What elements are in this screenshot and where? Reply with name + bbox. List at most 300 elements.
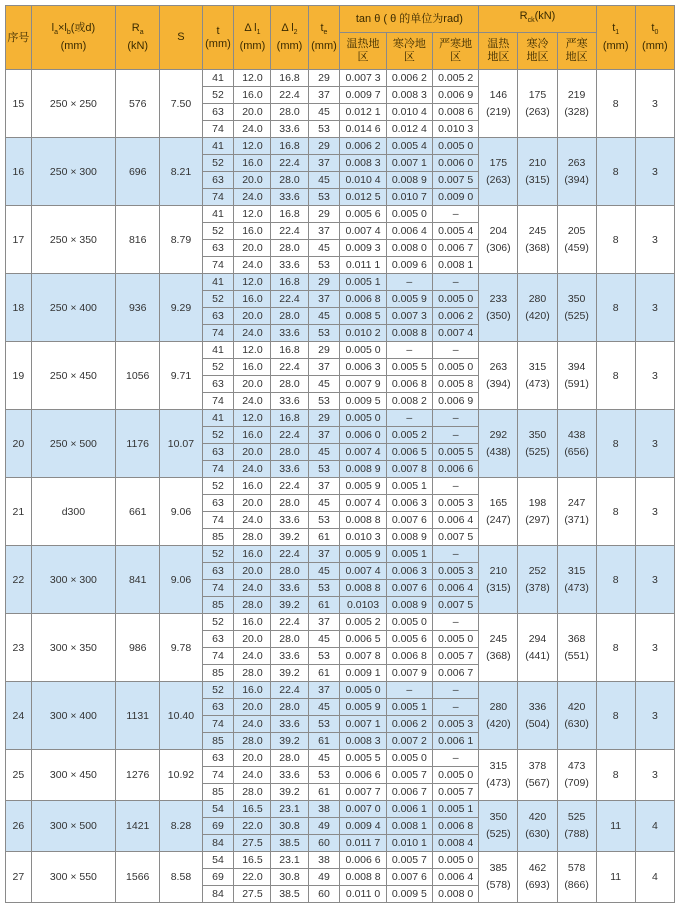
- cell-tan-cold: 0.007 3: [386, 308, 432, 325]
- cell-tan-warm: 0.007 1: [340, 716, 386, 733]
- cell-rck-cold: 294 (441): [518, 614, 557, 682]
- cell-rck-warm: 245 (368): [479, 614, 518, 682]
- table-row: [6, 138, 675, 155]
- header-dl2: Δ $l_2$ (mm): [271, 6, 308, 70]
- cell-tan-severe: 0.005 7: [433, 648, 479, 665]
- cell-ra: 696: [116, 138, 160, 206]
- cell-delta-l2: 33.6: [271, 648, 308, 665]
- cell-t: 52: [202, 359, 234, 376]
- cell-tan-warm: 0.009 3: [340, 240, 386, 257]
- cell-delta-l2: 22.4: [271, 614, 308, 631]
- cell-delta-l2: 28.0: [271, 104, 308, 121]
- cell-tan-severe: 0.005 0: [433, 767, 479, 784]
- cell-delta-l2: 16.8: [271, 410, 308, 427]
- cell-delta-l2: 33.6: [271, 121, 308, 138]
- cell-delta-l2: 28.0: [271, 308, 308, 325]
- cell-tan-warm: 0.010 4: [340, 172, 386, 189]
- cell-delta-l1: 20.0: [234, 376, 271, 393]
- cell-te: 29: [308, 342, 340, 359]
- cell-delta-l1: 16.5: [234, 801, 271, 818]
- cell-tan-severe: –: [433, 614, 479, 631]
- cell-seq: 20: [6, 410, 32, 478]
- cell-tan-warm: 0.005 0: [340, 410, 386, 427]
- cell-tan-warm: 0.007 9: [340, 376, 386, 393]
- cell-tan-warm: 0.009 7: [340, 87, 386, 104]
- cell-delta-l2: 16.8: [271, 342, 308, 359]
- cell-delta-l2: 28.0: [271, 376, 308, 393]
- cell-tan-cold: 0.006 8: [386, 376, 432, 393]
- cell-tan-cold: 0.007 8: [386, 461, 432, 478]
- cell-tan-cold: 0.005 1: [386, 699, 432, 716]
- cell-t: 52: [202, 478, 234, 495]
- cell-tan-cold: 0.007 1: [386, 155, 432, 172]
- cell-tan-warm: 0.008 9: [340, 461, 386, 478]
- cell-seq: 24: [6, 682, 32, 750]
- cell-te: 45: [308, 631, 340, 648]
- cell-delta-l1: 16.0: [234, 427, 271, 444]
- cell-delta-l1: 16.0: [234, 359, 271, 376]
- cell-delta-l2: 30.8: [271, 869, 308, 886]
- cell-t: 63: [202, 631, 234, 648]
- cell-delta-l2: 28.0: [271, 240, 308, 257]
- cell-tan-cold: 0.008 3: [386, 87, 432, 104]
- cell-te: 29: [308, 274, 340, 291]
- cell-t: 41: [202, 274, 234, 291]
- cell-delta-l1: 27.5: [234, 835, 271, 852]
- cell-delta-l2: 28.0: [271, 495, 308, 512]
- cell-delta-l2: 33.6: [271, 325, 308, 342]
- cell-rck-warm: 175 (263): [479, 138, 518, 206]
- cell-te: 53: [308, 121, 340, 138]
- cell-dims: d300: [31, 478, 115, 546]
- cell-s: 9.78: [160, 614, 202, 682]
- cell-delta-l1: 22.0: [234, 818, 271, 835]
- cell-te: 37: [308, 155, 340, 172]
- cell-delta-l2: 22.4: [271, 478, 308, 495]
- cell-tan-cold: 0.006 2: [386, 70, 432, 87]
- cell-seq: 18: [6, 274, 32, 342]
- cell-t1: 8: [596, 138, 635, 206]
- cell-delta-l2: 22.4: [271, 223, 308, 240]
- cell-delta-l2: 16.8: [271, 206, 308, 223]
- cell-tan-warm: 0.005 2: [340, 614, 386, 631]
- cell-ra: 816: [116, 206, 160, 274]
- cell-te: 45: [308, 376, 340, 393]
- cell-tan-severe: 0.008 1: [433, 257, 479, 274]
- cell-t: 74: [202, 512, 234, 529]
- cell-delta-l2: 28.0: [271, 563, 308, 580]
- cell-te: 38: [308, 801, 340, 818]
- cell-s: 8.58: [160, 852, 202, 903]
- cell-delta-l1: 16.0: [234, 87, 271, 104]
- cell-s: 9.29: [160, 274, 202, 342]
- table-row: [6, 478, 675, 495]
- cell-seq: 19: [6, 342, 32, 410]
- cell-t: 41: [202, 70, 234, 87]
- cell-s: 10.07: [160, 410, 202, 478]
- cell-rck-severe: 473 (709): [557, 750, 596, 801]
- cell-delta-l2: 39.2: [271, 665, 308, 682]
- cell-tan-cold: –: [386, 682, 432, 699]
- cell-te: 60: [308, 886, 340, 903]
- table-row: [6, 410, 675, 427]
- cell-t: 85: [202, 597, 234, 614]
- table-body: [6, 70, 675, 903]
- cell-te: 29: [308, 70, 340, 87]
- cell-tan-warm: 0.012 1: [340, 104, 386, 121]
- cell-delta-l1: 24.0: [234, 189, 271, 206]
- cell-tan-warm: 0.006 8: [340, 291, 386, 308]
- cell-delta-l1: 16.0: [234, 223, 271, 240]
- cell-s: 9.06: [160, 546, 202, 614]
- cell-t: 52: [202, 682, 234, 699]
- cell-tan-cold: 0.007 6: [386, 869, 432, 886]
- cell-tan-severe: –: [433, 682, 479, 699]
- header-t0: $t_0$ (mm): [635, 6, 674, 70]
- cell-tan-cold: 0.008 9: [386, 597, 432, 614]
- cell-delta-l1: 20.0: [234, 240, 271, 257]
- cell-seq: 25: [6, 750, 32, 801]
- cell-rck-warm: 165 (247): [479, 478, 518, 546]
- cell-tan-cold: 0.005 9: [386, 291, 432, 308]
- cell-tan-cold: 0.012 4: [386, 121, 432, 138]
- cell-t: 63: [202, 308, 234, 325]
- cell-rck-cold: 336 (504): [518, 682, 557, 750]
- cell-delta-l2: 22.4: [271, 546, 308, 563]
- cell-tan-cold: 0.010 1: [386, 835, 432, 852]
- cell-t0: 3: [635, 342, 674, 410]
- cell-t1: 8: [596, 614, 635, 682]
- cell-rck-cold: 315 (473): [518, 342, 557, 410]
- cell-delta-l1: 20.0: [234, 495, 271, 512]
- header-dl1: Δ $l_1$ (mm): [234, 6, 271, 70]
- cell-delta-l1: 20.0: [234, 699, 271, 716]
- cell-tan-severe: 0.006 9: [433, 393, 479, 410]
- cell-delta-l2: 30.8: [271, 818, 308, 835]
- cell-tan-cold: 0.010 7: [386, 189, 432, 206]
- cell-t: 52: [202, 546, 234, 563]
- table-row: [6, 682, 675, 699]
- header-rck-severe: 严寒地区: [557, 33, 596, 70]
- cell-delta-l2: 23.1: [271, 852, 308, 869]
- cell-rck-warm: 146 (219): [479, 70, 518, 138]
- cell-ra: 841: [116, 546, 160, 614]
- cell-te: 29: [308, 410, 340, 427]
- cell-dims: 250 × 250: [31, 70, 115, 138]
- cell-tan-severe: 0.006 1: [433, 733, 479, 750]
- cell-tan-severe: 0.006 6: [433, 461, 479, 478]
- cell-tan-severe: 0.005 3: [433, 716, 479, 733]
- cell-delta-l1: 20.0: [234, 104, 271, 121]
- cell-te: 49: [308, 869, 340, 886]
- cell-delta-l1: 24.0: [234, 648, 271, 665]
- cell-ra: 1421: [116, 801, 160, 852]
- cell-delta-l1: 28.0: [234, 529, 271, 546]
- cell-tan-severe: –: [433, 274, 479, 291]
- cell-tan-cold: 0.005 5: [386, 359, 432, 376]
- cell-delta-l2: 39.2: [271, 784, 308, 801]
- cell-t: 54: [202, 852, 234, 869]
- cell-delta-l2: 33.6: [271, 461, 308, 478]
- cell-delta-l1: 16.5: [234, 852, 271, 869]
- cell-tan-cold: 0.006 3: [386, 563, 432, 580]
- cell-delta-l2: 22.4: [271, 359, 308, 376]
- cell-dims: 250 × 400: [31, 274, 115, 342]
- cell-delta-l1: 12.0: [234, 138, 271, 155]
- cell-tan-cold: 0.006 1: [386, 801, 432, 818]
- cell-tan-warm: 0.007 4: [340, 444, 386, 461]
- cell-t: 69: [202, 818, 234, 835]
- cell-t: 63: [202, 104, 234, 121]
- cell-dims: 300 × 500: [31, 801, 115, 852]
- cell-tan-cold: 0.005 0: [386, 750, 432, 767]
- cell-tan-cold: 0.005 6: [386, 631, 432, 648]
- cell-rck-cold: 252 (378): [518, 546, 557, 614]
- cell-delta-l1: 20.0: [234, 750, 271, 767]
- cell-tan-severe: 0.005 3: [433, 495, 479, 512]
- cell-delta-l2: 33.6: [271, 580, 308, 597]
- cell-rck-severe: 350 (525): [557, 274, 596, 342]
- cell-t: 74: [202, 325, 234, 342]
- cell-tan-warm: 0.006 3: [340, 359, 386, 376]
- cell-t0: 3: [635, 70, 674, 138]
- cell-t: 63: [202, 172, 234, 189]
- cell-te: 45: [308, 563, 340, 580]
- cell-delta-l2: 22.4: [271, 682, 308, 699]
- cell-te: 53: [308, 257, 340, 274]
- header-rck: $R_{ck}(kN)$: [479, 6, 596, 33]
- cell-delta-l1: 20.0: [234, 444, 271, 461]
- cell-tan-warm: 0.005 9: [340, 546, 386, 563]
- cell-tan-warm: 0.005 9: [340, 699, 386, 716]
- cell-tan-warm: 0.011 0: [340, 886, 386, 903]
- cell-tan-severe: 0.005 0: [433, 291, 479, 308]
- header-rck-warm: 温热地区: [479, 33, 518, 70]
- cell-tan-cold: 0.007 6: [386, 580, 432, 597]
- cell-tan-cold: 0.007 9: [386, 665, 432, 682]
- cell-s: 8.79: [160, 206, 202, 274]
- cell-rck-cold: 198 (297): [518, 478, 557, 546]
- cell-rck-severe: 525 (788): [557, 801, 596, 852]
- cell-t0: 3: [635, 682, 674, 750]
- cell-tan-warm: 0.009 4: [340, 818, 386, 835]
- cell-tan-warm: 0.008 8: [340, 580, 386, 597]
- header-tan: tan θ ( θ 的单位为rad): [340, 6, 479, 33]
- cell-t0: 3: [635, 546, 674, 614]
- cell-te: 37: [308, 427, 340, 444]
- cell-s: 10.40: [160, 682, 202, 750]
- cell-delta-l2: 33.6: [271, 767, 308, 784]
- cell-delta-l1: 22.0: [234, 869, 271, 886]
- cell-tan-cold: 0.005 2: [386, 427, 432, 444]
- header-seq: 序号: [6, 6, 32, 70]
- cell-tan-severe: 0.006 2: [433, 308, 479, 325]
- cell-tan-warm: 0.006 5: [340, 631, 386, 648]
- cell-delta-l1: 20.0: [234, 308, 271, 325]
- cell-te: 45: [308, 699, 340, 716]
- cell-rck-cold: 175 (263): [518, 70, 557, 138]
- cell-te: 53: [308, 512, 340, 529]
- cell-tan-severe: 0.005 5: [433, 444, 479, 461]
- cell-delta-l2: 28.0: [271, 444, 308, 461]
- cell-ra: 1566: [116, 852, 160, 903]
- cell-tan-warm: 0.005 9: [340, 478, 386, 495]
- cell-t: 63: [202, 563, 234, 580]
- cell-tan-warm: 0.005 1: [340, 274, 386, 291]
- cell-rck-severe: 420 (630): [557, 682, 596, 750]
- cell-s: 10.92: [160, 750, 202, 801]
- cell-tan-warm: 0.007 4: [340, 495, 386, 512]
- cell-tan-severe: 0.005 0: [433, 138, 479, 155]
- header-tan-warm: 温热地区: [340, 33, 386, 70]
- cell-tan-cold: 0.005 0: [386, 206, 432, 223]
- cell-tan-warm: 0.014 6: [340, 121, 386, 138]
- cell-rck-warm: 204 (306): [479, 206, 518, 274]
- cell-tan-cold: 0.006 5: [386, 444, 432, 461]
- header-t1: $t_1$ (mm): [596, 6, 635, 70]
- cell-delta-l1: 28.0: [234, 784, 271, 801]
- cell-rck-cold: 462 (693): [518, 852, 557, 903]
- cell-tan-warm: 0.007 3: [340, 70, 386, 87]
- cell-delta-l1: 12.0: [234, 410, 271, 427]
- cell-rck-cold: 378 (567): [518, 750, 557, 801]
- cell-delta-l2: 22.4: [271, 291, 308, 308]
- cell-te: 61: [308, 733, 340, 750]
- cell-delta-l1: 16.0: [234, 155, 271, 172]
- cell-rck-warm: 233 (350): [479, 274, 518, 342]
- cell-te: 37: [308, 682, 340, 699]
- cell-t: 74: [202, 461, 234, 478]
- table-row: [6, 801, 675, 818]
- cell-rck-cold: 350 (525): [518, 410, 557, 478]
- cell-tan-warm: 0.009 5: [340, 393, 386, 410]
- cell-tan-cold: 0.005 0: [386, 614, 432, 631]
- cell-seq: 26: [6, 801, 32, 852]
- cell-rck-cold: 280 (420): [518, 274, 557, 342]
- cell-t: 74: [202, 648, 234, 665]
- cell-t: 63: [202, 240, 234, 257]
- cell-tan-severe: –: [433, 342, 479, 359]
- cell-rck-severe: 205 (459): [557, 206, 596, 274]
- cell-t: 63: [202, 699, 234, 716]
- cell-tan-severe: 0.005 4: [433, 223, 479, 240]
- cell-tan-severe: 0.005 1: [433, 801, 479, 818]
- cell-dims: 300 × 550: [31, 852, 115, 903]
- cell-t: 63: [202, 495, 234, 512]
- cell-t: 52: [202, 223, 234, 240]
- cell-t0: 4: [635, 801, 674, 852]
- cell-rck-warm: 292 (438): [479, 410, 518, 478]
- cell-te: 53: [308, 580, 340, 597]
- cell-tan-cold: 0.008 9: [386, 172, 432, 189]
- cell-tan-severe: 0.006 4: [433, 580, 479, 597]
- cell-t1: 8: [596, 70, 635, 138]
- table-row: [6, 852, 675, 869]
- cell-te: 53: [308, 716, 340, 733]
- cell-tan-cold: 0.005 1: [386, 546, 432, 563]
- cell-tan-warm: 0.0103: [340, 597, 386, 614]
- cell-t: 85: [202, 784, 234, 801]
- cell-rck-warm: 350 (525): [479, 801, 518, 852]
- cell-ra: 576: [116, 70, 160, 138]
- cell-seq: 15: [6, 70, 32, 138]
- cell-te: 37: [308, 223, 340, 240]
- table-row: [6, 546, 675, 563]
- table-header: [6, 6, 675, 70]
- cell-tan-cold: –: [386, 274, 432, 291]
- cell-t: 63: [202, 376, 234, 393]
- cell-delta-l1: 16.0: [234, 682, 271, 699]
- cell-te: 53: [308, 393, 340, 410]
- cell-rck-warm: 263 (394): [479, 342, 518, 410]
- cell-tan-severe: 0.006 7: [433, 665, 479, 682]
- cell-t: 74: [202, 121, 234, 138]
- cell-te: 53: [308, 648, 340, 665]
- cell-t: 74: [202, 716, 234, 733]
- cell-t0: 4: [635, 852, 674, 903]
- cell-tan-severe: 0.007 4: [433, 325, 479, 342]
- cell-tan-warm: 0.007 8: [340, 648, 386, 665]
- cell-tan-severe: 0.005 3: [433, 563, 479, 580]
- cell-te: 45: [308, 444, 340, 461]
- cell-delta-l1: 24.0: [234, 393, 271, 410]
- cell-t1: 8: [596, 206, 635, 274]
- cell-rck-cold: 245 (368): [518, 206, 557, 274]
- cell-te: 29: [308, 138, 340, 155]
- table-row: [6, 70, 675, 87]
- cell-rck-severe: 578 (866): [557, 852, 596, 903]
- cell-delta-l1: 24.0: [234, 716, 271, 733]
- cell-tan-warm: 0.008 8: [340, 512, 386, 529]
- cell-tan-cold: 0.009 5: [386, 886, 432, 903]
- cell-dims: 300 × 450: [31, 750, 115, 801]
- cell-delta-l1: 24.0: [234, 121, 271, 138]
- cell-delta-l1: 20.0: [234, 172, 271, 189]
- cell-tan-severe: 0.006 8: [433, 818, 479, 835]
- cell-rck-cold: 210 (315): [518, 138, 557, 206]
- cell-ra: 1176: [116, 410, 160, 478]
- cell-delta-l2: 33.6: [271, 189, 308, 206]
- cell-tan-warm: 0.006 6: [340, 852, 386, 869]
- cell-te: 61: [308, 784, 340, 801]
- cell-delta-l2: 33.6: [271, 512, 308, 529]
- table-row: [6, 342, 675, 359]
- cell-tan-severe: 0.005 0: [433, 359, 479, 376]
- cell-rck-severe: 438 (656): [557, 410, 596, 478]
- cell-ra: 986: [116, 614, 160, 682]
- cell-seq: 21: [6, 478, 32, 546]
- cell-tan-warm: 0.007 4: [340, 563, 386, 580]
- cell-tan-warm: 0.011 1: [340, 257, 386, 274]
- cell-delta-l2: 28.0: [271, 699, 308, 716]
- cell-tan-cold: 0.006 7: [386, 784, 432, 801]
- cell-delta-l2: 33.6: [271, 393, 308, 410]
- cell-tan-severe: 0.005 0: [433, 852, 479, 869]
- cell-t: 74: [202, 767, 234, 784]
- cell-tan-warm: 0.006 0: [340, 427, 386, 444]
- cell-rck-severe: 219 (328): [557, 70, 596, 138]
- cell-dims: 250 × 300: [31, 138, 115, 206]
- cell-delta-l2: 38.5: [271, 886, 308, 903]
- cell-delta-l1: 24.0: [234, 257, 271, 274]
- cell-tan-warm: 0.008 3: [340, 733, 386, 750]
- cell-t: 63: [202, 750, 234, 767]
- cell-rck-warm: 280 (420): [479, 682, 518, 750]
- cell-tan-warm: 0.005 6: [340, 206, 386, 223]
- cell-te: 45: [308, 172, 340, 189]
- header-rck-cold: 寒冷地区: [518, 33, 557, 70]
- cell-t: 41: [202, 138, 234, 155]
